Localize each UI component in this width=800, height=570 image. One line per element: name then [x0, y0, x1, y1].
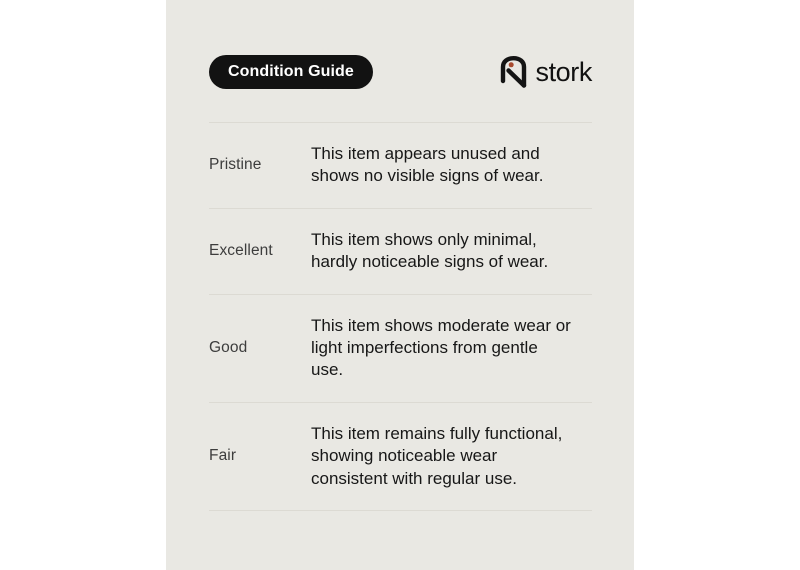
- condition-label: Excellent: [209, 242, 273, 260]
- condition-row-pristine: [209, 122, 592, 208]
- condition-label: Good: [209, 339, 248, 357]
- stork-logo: [500, 56, 592, 88]
- condition-guide-badge[interactable]: Condition Guide: [209, 55, 373, 89]
- condition-label: Pristine: [209, 156, 262, 174]
- stork-wordmark: stork: [535, 56, 592, 87]
- stork-logo-dot: [509, 62, 514, 67]
- condition-row-good: [209, 294, 592, 402]
- condition-row-fair: [209, 402, 592, 510]
- condition-guide-card: [166, 0, 634, 570]
- condition-description: This item remains fully functional, showing noticeable wear consistent with regular use.: [311, 423, 563, 488]
- condition-description: This item appears unused and shows no visible signs of wear.: [311, 144, 544, 186]
- condition-row-excellent: [209, 208, 592, 294]
- condition-description: This item shows moderate wear or light imperfections from gentle use.: [311, 315, 571, 380]
- card-header: [209, 55, 592, 89]
- stork-logo-icon: [500, 56, 527, 88]
- condition-label: Fair: [209, 447, 237, 465]
- condition-description: This item shows only minimal, hardly noticeable signs of wear.: [311, 229, 549, 272]
- condition-table: [209, 122, 592, 511]
